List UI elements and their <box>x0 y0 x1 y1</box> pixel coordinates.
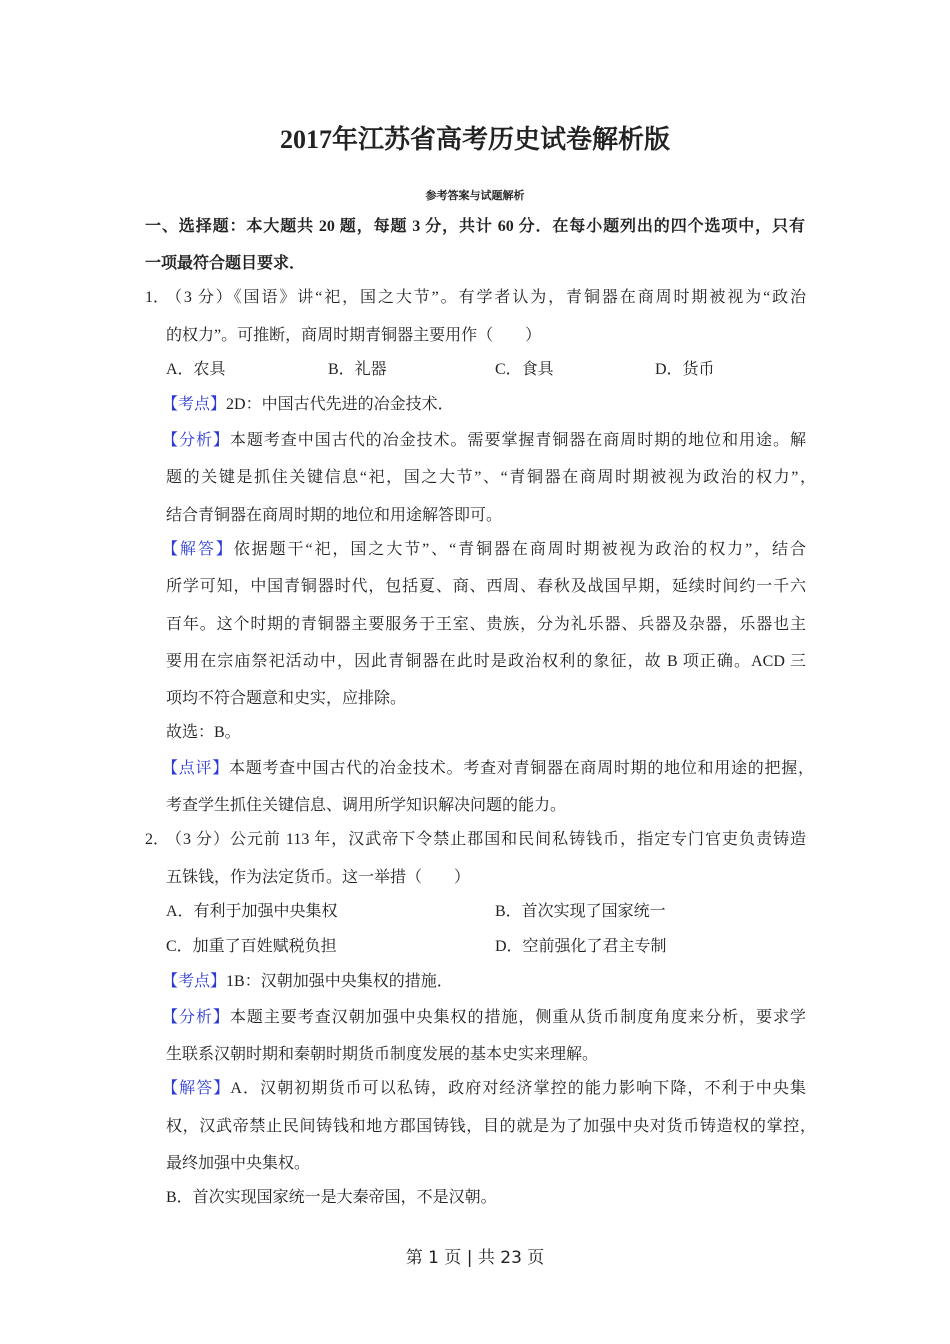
fenxi-tag: 【分析】 <box>162 1009 230 1026</box>
question-stem: （3 分）《国语》讲“祀，国之大节”。有学者认为，青铜器在商周时期被视为“政治 <box>166 289 806 306</box>
question-number: 2． <box>145 831 170 848</box>
jieda-text-cont: 要用在宗庙祭祀活动中，因此青铜器在此时是政治权利的象征，故 B 项正确。ACD 三 <box>166 653 806 670</box>
fenxi-text: 本题考查中国古代的冶金技术。需要掌握青铜器在商周时期的地位和用途。解 <box>229 432 806 449</box>
question-stem: （3 分）公元前 113 年，汉武帝下令禁止郡国和民间私铸钱币，指定专门官吏负责铸造 <box>166 831 806 848</box>
page-footer: 第 1 页 | 共 23 页 <box>405 1248 545 1268</box>
dianping-text-cont: 考查学生抓住关键信息、调用所学知识解决问题的能力。 <box>166 797 567 814</box>
document-title: 2017年江苏省高考历史试卷解析版 <box>279 125 670 154</box>
question-number: 1． <box>145 289 170 306</box>
jieda-line <box>162 1079 806 1099</box>
kaodian-line <box>162 395 454 415</box>
document-subtitle: 参考答案与试题解析 <box>425 190 525 202</box>
section-heading: 一、选择题：本大题共 20 题，每题 3 分，共计 60 分．在每小题列出的四个选项中，只有 <box>145 218 805 235</box>
jieda-line <box>162 540 806 560</box>
jieda-tag: 【解答】 <box>162 1080 231 1097</box>
option-a: A．有利于加强中央集权 <box>166 903 338 920</box>
jieda-text-cont: 最终加强中央集权。 <box>166 1155 311 1172</box>
jieda-text: A．汉朝初期货币可以私铸，政府对经济掌控的能力影响下降，不利于中央集 <box>230 1080 806 1097</box>
kaodian-text: 2D：中国古代先进的冶金技术． <box>226 396 454 413</box>
jieda-text-cont: 项均不符合题意和史实，应排除。 <box>166 690 407 707</box>
kaodian-line <box>162 972 453 992</box>
kaodian-tag: 【考点】 <box>162 973 227 990</box>
jieda-text-cont: 所学可知，中国青铜器时代，包括夏、商、西周、春秋及战国早期，延续时间约一千六 <box>166 578 806 595</box>
dianping-text: 本题考查中国古代的冶金技术。考查对青铜器在商周时期的地位和用途的把握， <box>228 760 814 777</box>
fenxi-tag: 【分析】 <box>162 432 230 449</box>
fenxi-text-cont: 结合青铜器在商周时期的地位和用途解答即可。 <box>166 507 503 524</box>
option-c: C．食具 <box>495 361 554 378</box>
kaodian-text: 1B：汉朝加强中央集权的措施． <box>226 973 453 990</box>
answer: 故选：B。 <box>166 724 241 741</box>
option-d: D．空前强化了君主专制 <box>495 938 667 955</box>
dianping-tag: 【点评】 <box>162 760 229 777</box>
jieda-tag: 【解答】 <box>162 541 234 558</box>
dianping-line <box>162 759 814 779</box>
jieda-text-cont: B．首次实现国家统一是大秦帝国，不是汉朝。 <box>166 1189 497 1206</box>
option-b: B．首次实现了国家统一 <box>495 903 666 920</box>
question-stem-cont: 五铢钱，作为法定货币。这一举措（ ） <box>166 869 471 886</box>
fenxi-line <box>162 431 806 451</box>
option-b: B．礼器 <box>328 361 387 378</box>
option-a: A．农具 <box>166 361 226 378</box>
question-stem-cont: 的权力”。可推断，商周时期青铜器主要用作（ ） <box>166 327 542 344</box>
fenxi-text: 本题主要考查汉朝加强中央集权的措施，侧重从货币制度角度来分析，要求学 <box>229 1009 806 1026</box>
kaodian-tag: 【考点】 <box>162 396 227 413</box>
option-c: C．加重了百姓赋税负担 <box>166 938 337 955</box>
option-d: D．货币 <box>655 361 715 378</box>
jieda-text-cont: 权，汉武帝禁止民间铸钱和地方郡国铸钱，目的就是为了加强中央对货币铸造权的掌控， <box>166 1118 816 1135</box>
fenxi-line <box>162 1008 806 1028</box>
section-heading-cont: 一项最符合题目要求． <box>145 255 306 272</box>
jieda-text-cont: 百年。这个时期的青铜器主要服务于王室、贵族，分为礼乐器、兵器及杂器，乐器也主 <box>166 616 806 633</box>
fenxi-text-cont: 生联系汉朝时期和秦朝时期货币制度发展的基本史实来理解。 <box>166 1046 599 1063</box>
jieda-text: 依据题干“祀，国之大节”、“青铜器在商周时期被视为政治的权力”，结合 <box>233 541 806 558</box>
fenxi-text-cont: 题的关键是抓住关键信息“祀，国之大节”、“青铜器在商周时期被视为政治的权力”， <box>166 469 816 486</box>
